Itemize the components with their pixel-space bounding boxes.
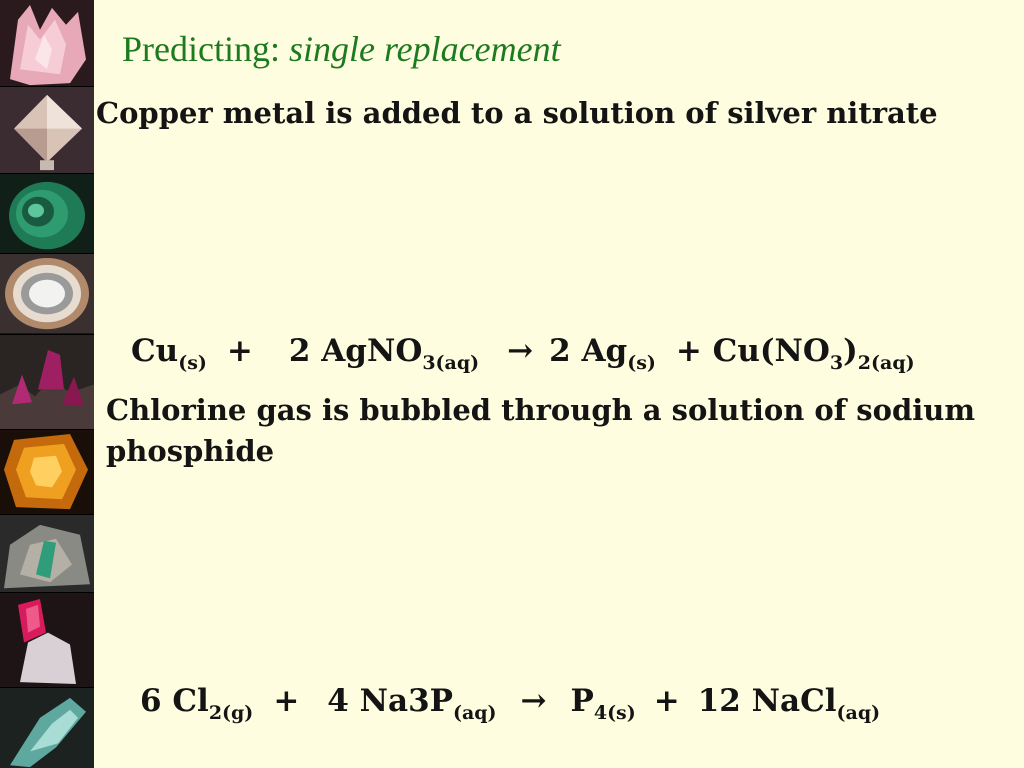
slide-title: [122, 30, 561, 70]
eq2-reactant-2: 4 Na3P: [327, 683, 453, 719]
eq1-product-1: 2 Ag: [549, 333, 628, 369]
rose-quartz-crystal-image: [0, 0, 94, 87]
eq1-product-2-subscript-2: 2(aq): [857, 352, 915, 374]
eq2-plus-1: +: [273, 683, 300, 719]
pink-tourmaline-image: [0, 593, 94, 688]
eq2-reactant-1: 6 Cl: [140, 683, 209, 719]
title-emphasis: single replacement: [288, 29, 561, 69]
eq2-arrow: →: [520, 683, 547, 719]
eq1-reactant-2: 2 AgNO: [288, 333, 423, 369]
equation-1: [131, 333, 915, 374]
clear-octahedral-crystal-image: [0, 87, 94, 174]
problem-2-line-1: Chlorine gas is bubbled through a solution of sodium: [106, 393, 976, 427]
eq2-product-1-subscript: 4(s): [593, 702, 636, 724]
problem-2-text: [106, 390, 975, 472]
blue-green-crystal-image: [0, 688, 94, 768]
purple-crystal-cluster-image: [0, 335, 94, 430]
eq1-reactant-1: Cu: [131, 333, 179, 369]
eq1-product-1-state: (s): [627, 352, 656, 374]
eq1-plus-1: +: [226, 333, 253, 369]
eq2-product-2: 12 NaCl: [697, 683, 837, 719]
equation-2: [140, 683, 881, 724]
eq1-product-2-close: ): [843, 333, 858, 369]
malachite-image: [0, 174, 94, 254]
eq2-product-1: P: [570, 683, 594, 719]
green-crystal-on-matrix-image: [0, 515, 94, 593]
eq1-reactant-1-state: (s): [178, 352, 207, 374]
eq2-reactant-2-state: (aq): [452, 702, 497, 724]
agate-slice-image: [0, 254, 94, 334]
eq1-product-2: + Cu(NO: [675, 333, 830, 369]
title-prefix: Predicting:: [122, 29, 289, 69]
eq2-product-2-state: (aq): [836, 702, 881, 724]
eq1-product-2-subscript-1: 3: [829, 352, 844, 374]
mineral-image-strip: [0, 0, 94, 768]
eq1-arrow: →: [507, 333, 534, 369]
problem-2-line-2: phosphide: [106, 434, 275, 468]
problem-1-text: Copper metal is added to a solution of silver nitrate: [96, 96, 938, 130]
eq2-plus-2: +: [653, 683, 680, 719]
eq2-reactant-1-subscript: 2(g): [208, 702, 254, 724]
eq1-reactant-2-subscript: 3(aq): [422, 352, 480, 374]
amber-gemstone-image: [0, 430, 94, 515]
